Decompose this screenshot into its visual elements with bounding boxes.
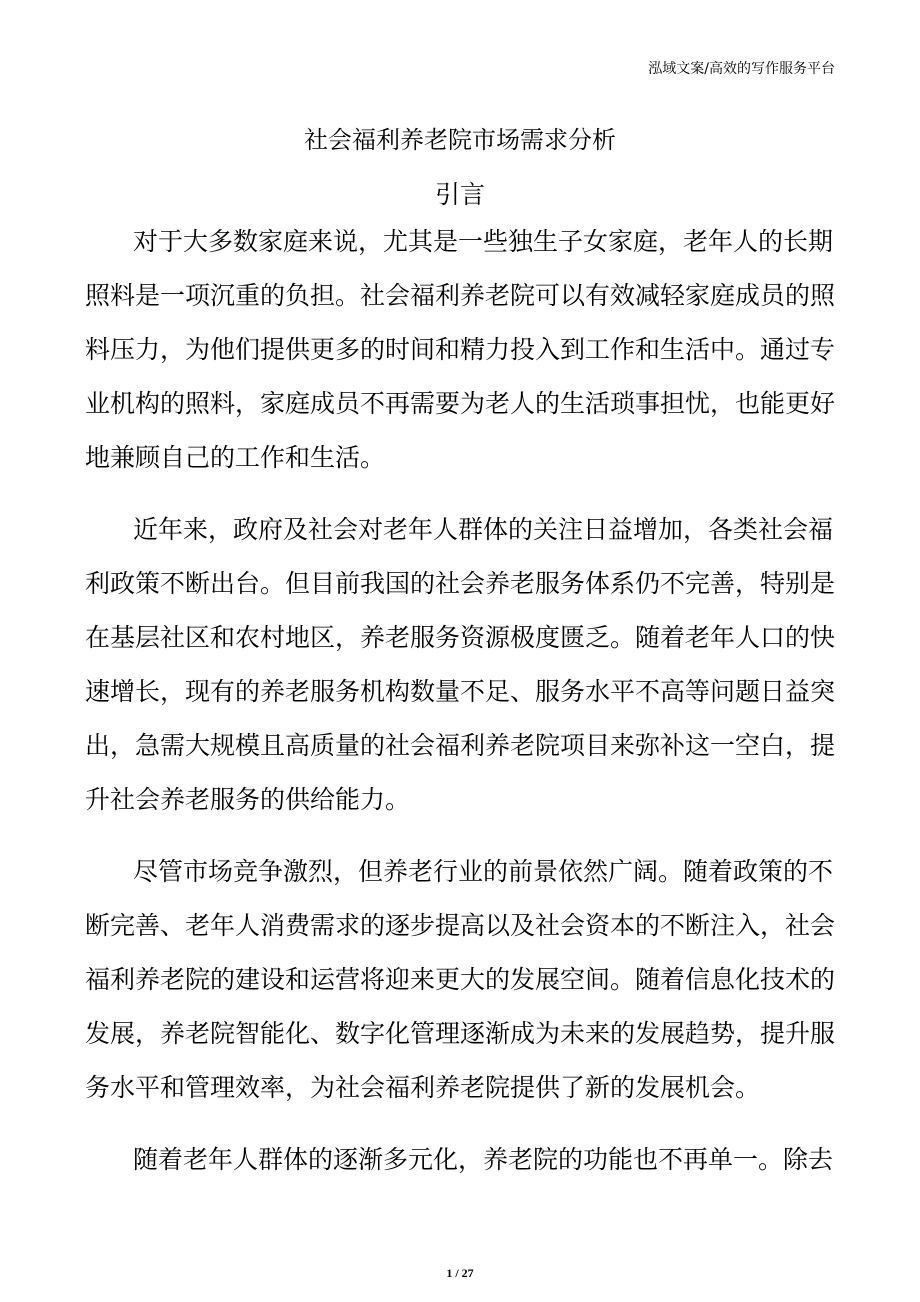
paragraph-line: 在基层社区和农村地区，养老服务资源极度匮乏。随着老年人口的快 [85,623,836,652]
paragraph-line: 尽管市场竞争激烈，但养老行业的前景依然广阔。随着政策的不 [133,857,834,886]
page-header: 泓域文案/高效的写作服务平台 [648,61,835,77]
paragraph [85,222,836,492]
section-heading: 引言 [434,180,485,209]
document-body [85,222,836,1212]
paragraph-line: 地兼顾自己的工作和生活。 [85,443,386,472]
paragraph-line: 福利养老院的建设和运营将迎来更大的发展空间。随着信息化技术的 [85,965,836,994]
paragraph-line: 断完善、老年人消费需求的逐步提高以及社会资本的不断注入，社会 [85,911,836,940]
paragraph-line: 照料是一项沉重的负担。社会福利养老院可以有效减轻家庭成员的照 [85,281,836,310]
paragraph-line: 利政策不断出台。但目前我国的社会养老服务体系仍不完善，特别是 [85,569,836,598]
paragraph-line: 随着老年人群体的逐渐多元化，养老院的功能也不再单一。除去 [133,1145,834,1174]
paragraph-line: 料压力，为他们提供更多的时间和精力投入到工作和生活中。通过专 [85,335,836,364]
paragraph-line: 升社会养老服务的供给能力。 [85,785,411,814]
paragraph [85,852,836,1122]
page-number: 1 / 27 [446,1266,474,1280]
paragraph-line: 对于大多数家庭来说，尤其是一些独生子女家庭，老年人的长期 [133,227,834,256]
paragraph-line: 发展，养老院智能化、数字化管理逐渐成为未来的发展趋势，提升服 [85,1019,836,1048]
document-title: 社会福利养老院市场需求分析 [304,126,616,154]
paragraph-line: 速增长，现有的养老服务机构数量不足、服务水平不高等问题日益突 [85,677,836,706]
paragraph-line: 务水平和管理效率，为社会福利养老院提供了新的发展机会。 [85,1073,761,1102]
paragraph-line: 业机构的照料，家庭成员不再需要为老人的生活琐事担忧，也能更好 [85,389,836,418]
paragraph [85,510,836,834]
paragraph-line: 出，急需大规模且高质量的社会福利养老院项目来弥补这一空白，提 [85,731,836,760]
paragraph-line: 近年来，政府及社会对老年人群体的关注日益增加，各类社会福 [133,515,834,544]
paragraph [85,1140,834,1194]
